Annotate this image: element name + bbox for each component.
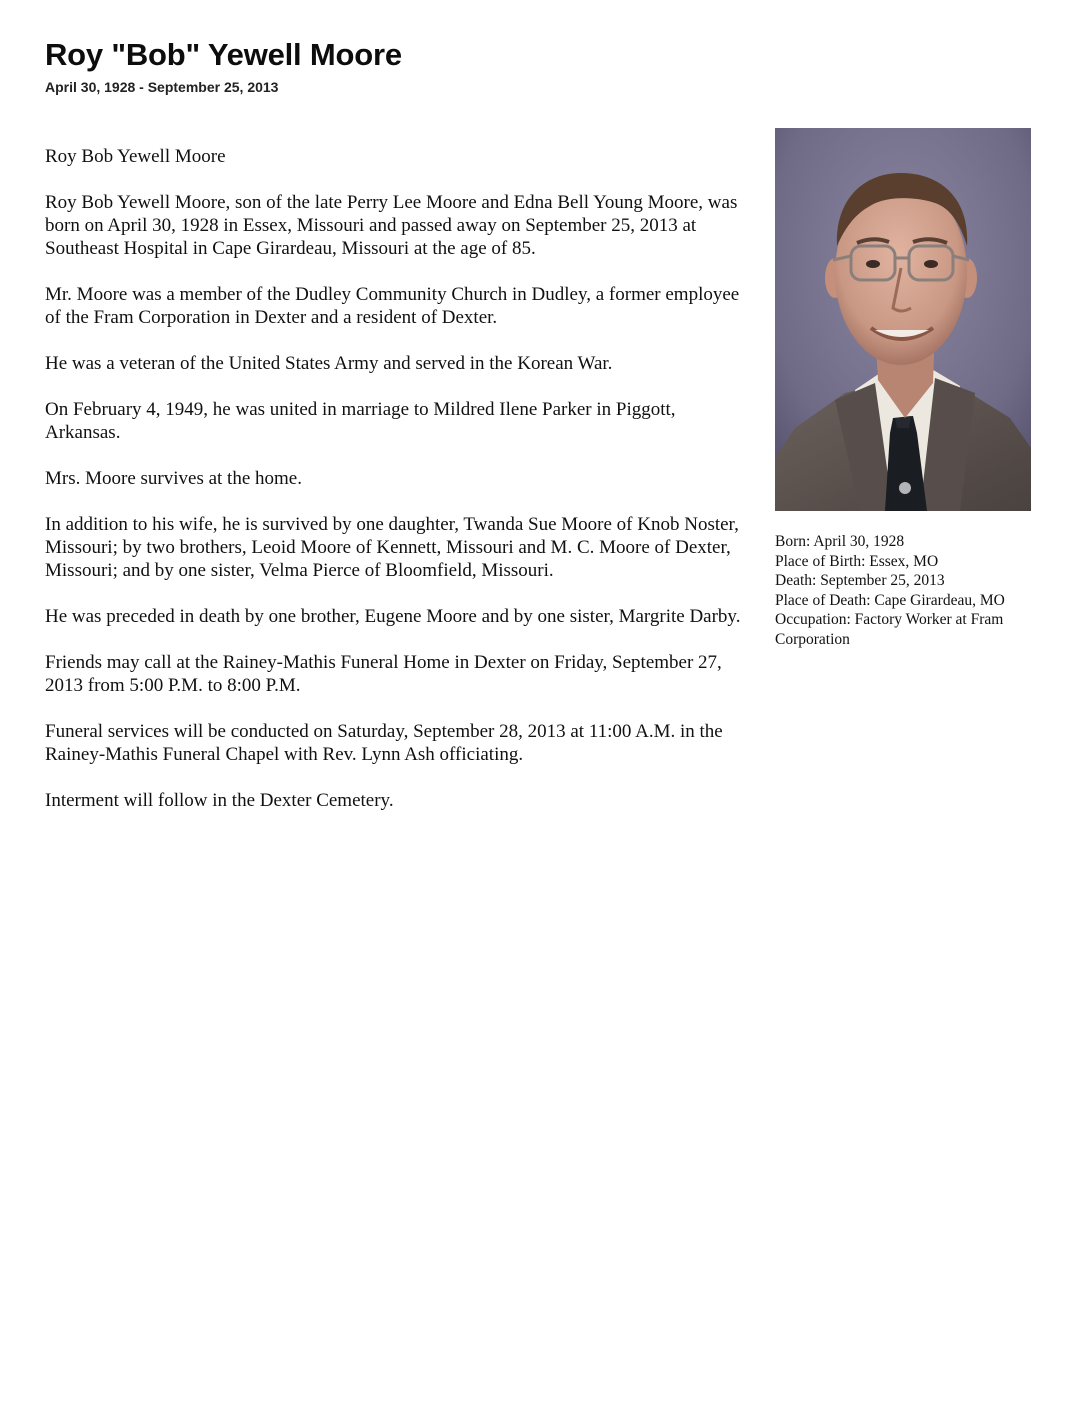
paragraph-services: Funeral services will be conducted on Saturday, September 28, 2013 at 11:00 A.M. in the Rainey-Mathis Funeral Chapel with Rev. Lynn Ash officiating. — [45, 721, 723, 765]
fact-place-of-birth: Place of Birth: Essex, MO — [775, 552, 939, 570]
paragraph-preceded: He was preceded in death by one brother, Eugene Moore and by one sister, Margrite Darby. — [45, 606, 741, 627]
fact-occupation: Occupation: Factory Worker at Fram Corporation — [775, 611, 1004, 648]
fact-death: Death: September 25, 2013 — [775, 572, 945, 589]
portrait-photo — [775, 128, 1031, 511]
paragraph-interment: Interment will follow in the Dexter Cemetery. — [45, 790, 394, 811]
paragraph-spouse: Mrs. Moore survives at the home. — [45, 468, 302, 489]
paragraph-visitation: Friends may call at the Rainey-Mathis Funeral Home in Dexter on Friday, September 27, 2013 from 5:00 P.M. to 8:00 P.M. — [45, 652, 722, 696]
fact-place-of-death: Place of Death: Cape Girardeau, MO — [775, 591, 1005, 609]
paragraph-birth-death: Roy Bob Yewell Moore, son of the late Perry Lee Moore and Edna Bell Young Moore, was born on April 30, 1928 in Essex, Missouri and passed away on September 25, 2013 at Southeast Hospital in Cape Girardeau, Missouri at the age of 85. — [45, 192, 738, 259]
obituary-body — [45, 145, 745, 835]
paragraph-name: Roy Bob Yewell Moore — [45, 146, 226, 167]
fact-born: Born: April 30, 1928 — [775, 533, 905, 550]
vital-facts — [775, 532, 1055, 649]
obituary-title: Roy "Bob" Yewell Moore — [45, 37, 402, 72]
paragraph-membership: Mr. Moore was a member of the Dudley Community Church in Dudley, a former employee of the Fram Corporation in Dexter and a resident of Dexter. — [45, 284, 740, 328]
paragraph-military: He was a veteran of the United States Army and served in the Korean War. — [45, 353, 613, 374]
life-dates: April 30, 1928 - September 25, 2013 — [45, 79, 279, 95]
paragraph-survivors: In addition to his wife, he is survived by one daughter, Twanda Sue Moore of Knob Noster, Missouri; by two brothers, Leoid Moore of Kennett, Missouri and M. C. Moore of Dexter, Missouri; and by one sister, Velma Pierce of Bloomfield, Missouri. — [45, 514, 739, 581]
paragraph-marriage: On February 4, 1949, he was united in marriage to Mildred Ilene Parker in Piggott, Arkansas. — [45, 399, 676, 443]
